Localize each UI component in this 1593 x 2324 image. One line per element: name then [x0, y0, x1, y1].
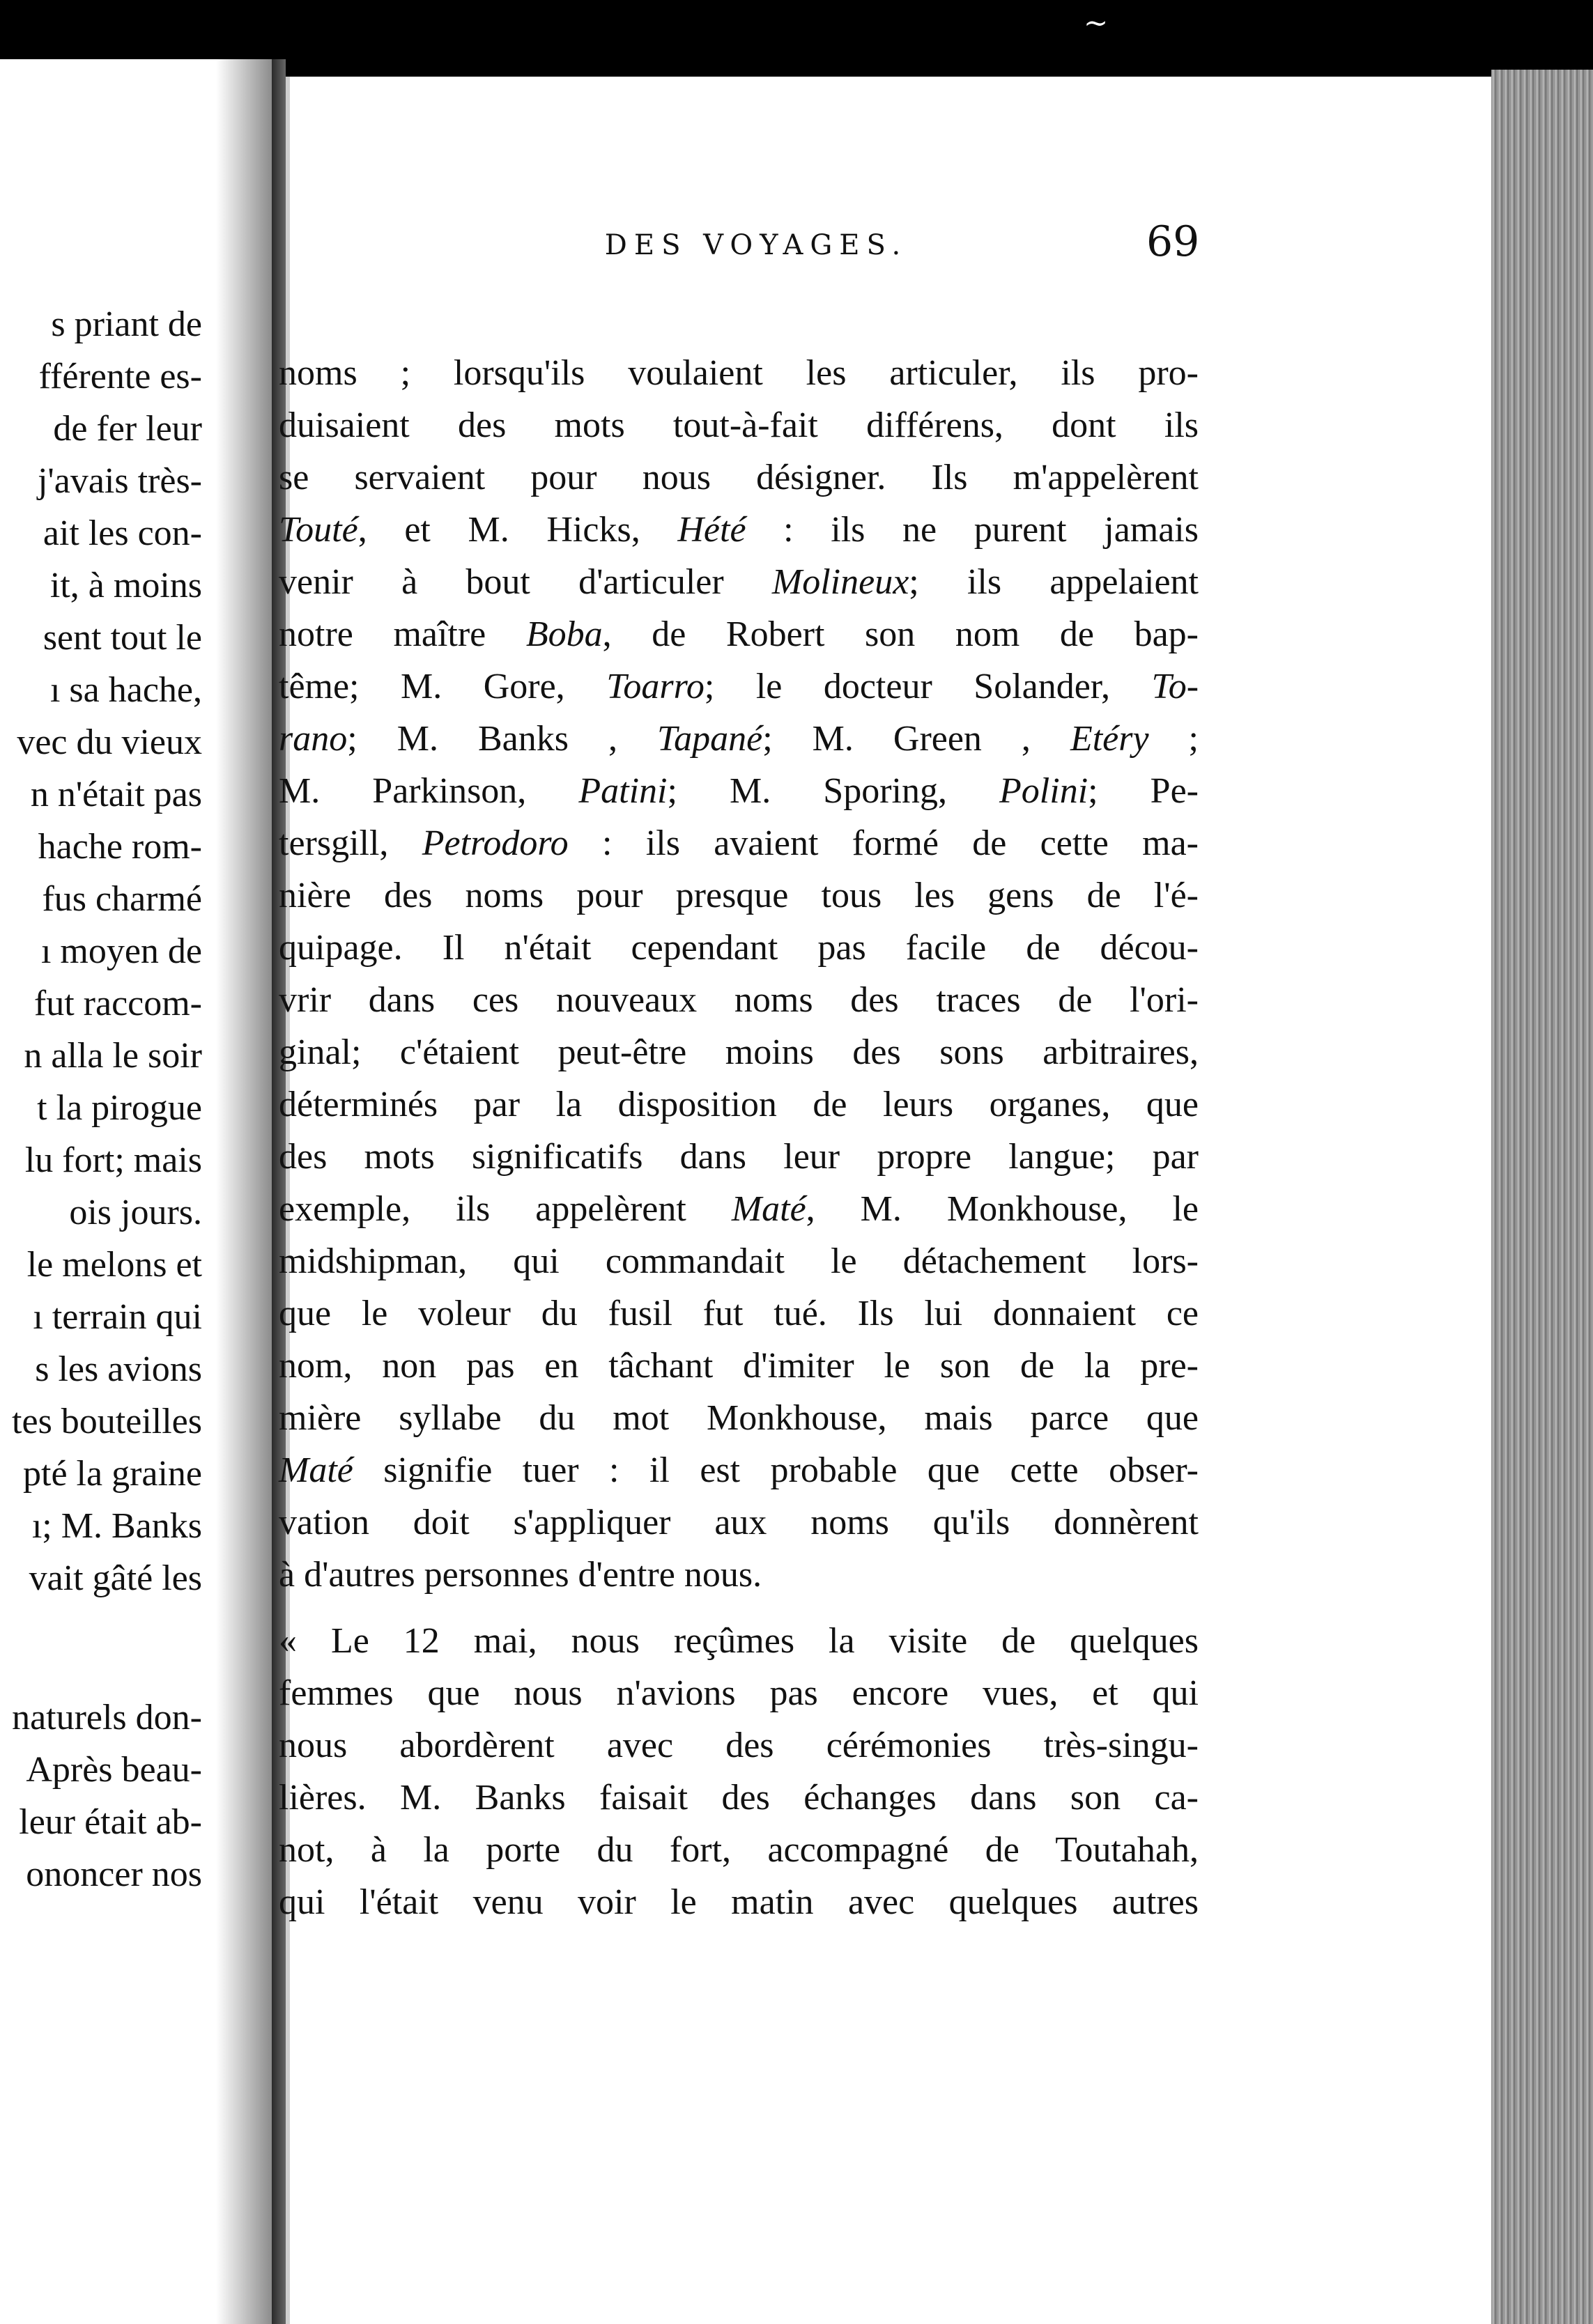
left-page-line: s priant de: [51, 304, 202, 344]
left-page-line: j'avais très-: [37, 461, 202, 501]
body-text-line: [279, 1884, 1199, 1940]
body-text-line: [279, 721, 1199, 777]
left-page-line: n alla le soir: [24, 1036, 202, 1076]
italic-name: Hété: [677, 510, 746, 550]
text-segment: , de Robert son nom de bap-: [602, 614, 1199, 654]
text-segment: venir à bout d'articuler: [279, 562, 772, 602]
left-page-line: ı; M. Banks: [31, 1506, 202, 1546]
italic-name: Tapané: [656, 719, 763, 759]
body-text-line: [279, 460, 1199, 516]
left-page-line: le melons et: [26, 1245, 202, 1285]
text-segment: que le voleur du fusil fut tué. Ils lui donnaient ce: [279, 1294, 1199, 1333]
body-text-line: [279, 512, 1199, 568]
left-page-line: vec du vieux: [17, 722, 202, 762]
page-number: 69: [1146, 217, 1200, 266]
text-segment: quipage. Il n'était cependant pas facile de décou-: [279, 928, 1199, 968]
italic-name: Maté: [279, 1450, 353, 1490]
text-segment: midshipman, qui commandait le détachement lors-: [279, 1241, 1199, 1281]
left-page-line: tes bouteilles: [12, 1402, 202, 1441]
italic-name: Boba: [525, 614, 603, 654]
left-page-line: Après beau-: [26, 1750, 202, 1790]
body-text-line: [279, 1452, 1199, 1508]
text-segment: ginal; c'étaient peut-être moins des sons arbitraires,: [279, 1032, 1199, 1072]
left-page-line: fférente es-: [38, 357, 202, 396]
text-segment: , et M. Hicks,: [357, 510, 678, 550]
text-segment: « Le 12 mai, nous reçûmes la visite de quelques: [279, 1621, 1199, 1661]
body-text-line: [279, 1557, 1199, 1613]
text-segment: notre maître: [279, 614, 526, 654]
text-segment: : ils ne purent jamais: [746, 510, 1199, 550]
left-page-line: ı terrain qui: [33, 1297, 202, 1337]
page-fore-edge: [1491, 70, 1593, 2324]
left-page-line: fus charmé: [42, 879, 202, 919]
left-page-line: ı sa hache,: [49, 670, 202, 710]
body-text-line: [279, 823, 1199, 881]
body-text-line: [279, 1728, 1199, 1783]
body-text-line: [279, 1296, 1199, 1351]
left-page-line: it, à moins: [49, 566, 202, 605]
left-page-line: ois jours.: [69, 1193, 202, 1232]
italic-name: Molineux: [771, 562, 909, 602]
text-segment: exemple, ils appelèrent: [279, 1189, 732, 1229]
text-segment: tersgill,: [279, 823, 422, 863]
text-segment: duisaient des mots tout-à-fait différens, dont ils: [279, 405, 1199, 445]
left-page: [0, 59, 272, 2324]
text-segment: lières. M. Banks faisait des échanges dans son ca-: [279, 1778, 1199, 1818]
body-text-line: [279, 1348, 1199, 1404]
italic-name: Polini: [999, 771, 1088, 811]
italic-name: Toarro: [606, 667, 705, 706]
text-segment: déterminés par la disposition de leurs organes, que: [279, 1085, 1199, 1124]
left-page-line: vait gâté les: [29, 1558, 202, 1598]
text-segment: ; Pe-: [1088, 771, 1199, 811]
text-segment: se servaient pour nous désigner. Ils m'appelèrent: [279, 458, 1199, 497]
text-segment: mière syllabe du mot Monkhouse, mais parce que: [279, 1398, 1199, 1438]
body-text-line: [279, 669, 1199, 725]
body-text-line: [279, 982, 1199, 1038]
italic-name: To-: [1151, 667, 1199, 706]
body-text-line: [279, 1139, 1199, 1195]
left-page-line: ı moyen de: [40, 931, 202, 971]
text-segment: ; M. Banks ,: [347, 719, 657, 759]
body-text-line: [279, 614, 1199, 672]
italic-name: Touté: [279, 510, 358, 550]
text-segment: , M. Monkhouse, le: [806, 1189, 1199, 1229]
left-page-line: ononcer nos: [26, 1854, 202, 1894]
left-page-line: lu fort; mais: [24, 1140, 202, 1180]
running-head: DES VOYAGES.: [604, 229, 908, 261]
left-page-line: ait les con-: [43, 513, 202, 553]
left-page-line: pté la graine: [23, 1454, 202, 1494]
body-text-line: [279, 1623, 1199, 1679]
italic-name: rano: [279, 719, 348, 759]
text-segment: ; M. Sporing,: [667, 771, 1000, 811]
text-segment: nière des noms pour presque tous les gens de l'é-: [279, 876, 1199, 915]
italic-name: Patini: [578, 771, 668, 811]
body-text-line: [279, 1505, 1199, 1560]
left-page-line: fut raccom-: [33, 984, 202, 1023]
body-text-line: [279, 1241, 1199, 1299]
text-segment: ; ils appelaient: [909, 562, 1199, 602]
italic-name: Etéry: [1070, 719, 1149, 759]
text-segment: signifie tuer : il est probable que cette obser-: [353, 1450, 1199, 1490]
text-segment: ;: [1148, 719, 1199, 759]
body-text-line: [279, 1675, 1199, 1731]
left-page-line: naturels don-: [12, 1698, 202, 1737]
body-text-line: [279, 355, 1199, 411]
text-segment: femmes que nous n'avions pas encore vues, et qui: [279, 1673, 1199, 1713]
body-text-line: [279, 930, 1199, 986]
text-segment: noms ; lorsqu'ils voulaient les articuler, ils pro-: [279, 353, 1199, 393]
body-text-line: [279, 1780, 1199, 1836]
italic-name: Petrodoro: [422, 823, 569, 863]
body-text-line: [279, 564, 1199, 620]
text-segment: M. Parkinson,: [279, 771, 579, 811]
body-text-line: [279, 1191, 1199, 1247]
text-segment: tême; M. Gore,: [279, 667, 607, 706]
text-segment: à d'autres personnes d'entre nous.: [279, 1555, 762, 1595]
text-segment: qui l'était venu voir le matin avec quelques autres: [279, 1882, 1199, 1922]
text-segment: ; le docteur Solander,: [704, 667, 1152, 706]
left-page-line: leur était ab-: [19, 1802, 202, 1842]
body-text-line: [279, 1087, 1199, 1142]
body-text-line: [279, 405, 1199, 463]
left-page-line: s les avions: [35, 1349, 202, 1389]
text-segment: nom, non pas en tâchant d'imiter le son de la pre-: [279, 1346, 1199, 1386]
left-page-line: de fer leur: [53, 409, 202, 449]
text-segment: not, à la porte du fort, accompagné de Toutahah,: [279, 1830, 1199, 1870]
body-text-line: [279, 1400, 1199, 1456]
text-segment: des mots significatifs dans leur propre langue; par: [279, 1137, 1199, 1177]
text-segment: ; M. Green ,: [762, 719, 1070, 759]
text-segment: vation doit s'appliquer aux noms qu'ils donnèrent: [279, 1503, 1199, 1542]
body-text-line: [279, 1032, 1199, 1090]
text-segment: : ils avaient formé de cette ma-: [568, 823, 1199, 863]
italic-name: Maté: [731, 1189, 806, 1229]
text-segment: nous abordèrent avec des cérémonies très-singu-: [279, 1726, 1199, 1765]
body-text-line: [279, 1832, 1199, 1888]
left-page-line: sent tout le: [43, 618, 202, 658]
left-page-line: t la pirogue: [37, 1088, 202, 1128]
left-page-line: n n'était pas: [30, 775, 202, 814]
body-text-line: [279, 878, 1199, 934]
body-text-line: [279, 773, 1199, 829]
text-segment: vrir dans ces nouveaux noms des traces de l'ori-: [279, 980, 1199, 1020]
left-page-line: hache rom-: [38, 827, 202, 867]
corner-mark: ~: [1084, 6, 1109, 40]
